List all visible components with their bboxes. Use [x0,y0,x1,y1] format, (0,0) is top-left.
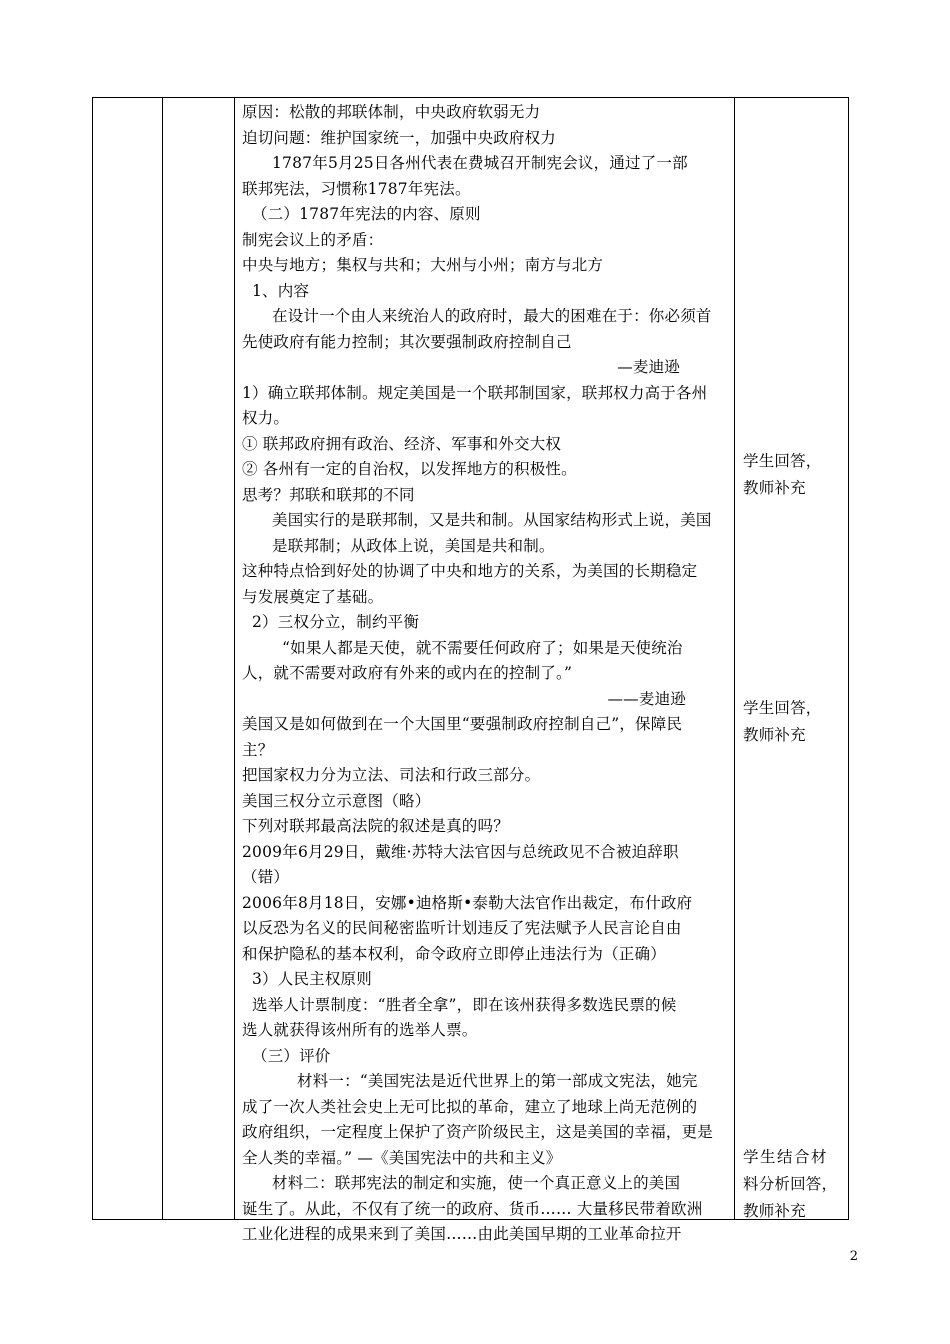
text-line: 2006年8月18日，安娜•迪格斯•泰勒大法官作出裁定，布什政府 [242,893,693,912]
text-line: 美国又是如何做到在一个大国里“要强制政府控制自己”，保障民 [242,715,683,733]
text-line: 以反恐为名义的民间秘密监听计划违反了宪法赋予人民言论自由 [242,919,682,937]
text-line: 中央与地方；集权与共和；大州与小州；南方与北方 [242,256,604,274]
subsection-heading: 2）三权分立，制约平衡 [252,613,420,631]
text-line: 美国实行的是联邦制，又是共和制。从国家结构形式上说，美国 [272,511,712,529]
quote-line: 先使政府有能力控制；其次要强制政府控制自己 [242,332,572,351]
quote-line: 政府组织，一定程度上保护了资产阶级民主，这是美国的幸福，更是 [242,1123,714,1141]
text-line: 1787年5月25日各州代表在费城召开制宪会议，通过了一部 [272,154,688,172]
note-line: 教师补充 [743,1202,806,1220]
text-line: 权力。 [242,409,290,427]
note-line: 学生回答， [743,699,822,717]
note-line: 教师补充 [743,726,806,744]
quote-line: “如果人都是天使，就不需要任何政府了；如果是天使统治 [282,638,683,657]
text-line: （错） [242,868,290,886]
quote-line: 工业化进程的成果来到了美国……由此美国早期的工业革命拉开 [242,1225,682,1243]
text-line: 把国家权力分为立法、司法和行政三部分。 [242,766,541,784]
text-line: 选人就获得该州所有的选举人票。 [242,1021,478,1039]
quote-attribution: ——麦迪逊 [607,689,686,708]
column-divider-2 [234,98,235,1219]
quote-line: 材料二：联邦宪法的制定和实施，使一个真正意义上的美国 [272,1174,681,1192]
text-line: 1）确立联邦体制。规定美国是一个联邦制国家，联邦权力高于各州 [242,383,708,402]
section-heading: （三）评价 [252,1046,331,1065]
teacher-note-3 [743,1144,843,1225]
subsection-heading: 1、内容 [252,281,310,300]
subsection-heading: 3）人民主权原则 [252,970,372,988]
text-line: ① 联邦政府拥有政治、经济、军事和外交大权 [242,434,562,453]
text-line: 思考？邦联和联邦的不同 [242,485,415,504]
column-divider-1 [162,98,163,1219]
text-line: 制宪会议上的矛盾： [242,230,384,249]
quote-line: 成了一次人类社会史上无可比拟的革命，建立了地球上尚无范例的 [242,1097,698,1116]
note-line: 学生结合材 [743,1148,829,1166]
text-line: 2009年6月29日，戴维·苏特大法官因与总统政见不合被迫辞职 [242,842,679,861]
quote-line: 在设计一个由人来统治人的政府时，最大的困难在于：你必须首 [272,307,712,325]
text-line: 迫切问题：维护国家统一，加强中央政府权力 [242,128,557,147]
text-line: 下列对联邦最高法院的叙述是真的吗？ [242,817,509,835]
text-line: 主？ [242,740,274,759]
text-line: 和保护隐私的基本权利，命令政府立即停止违法行为（正确） [242,944,666,963]
text-line: 联邦宪法，习惯称1787年宪法。 [242,179,471,198]
quote-attribution: —麦迪逊 [617,358,680,376]
lesson-content-column [242,98,736,1248]
lesson-table [92,97,849,1243]
quote-line: 诞生了。从此，不仅有了统一的政府、货币…… 大量移民带着欧洲 [242,1199,703,1218]
page-number: 2 [849,1249,858,1264]
text-line: 选举人计票制度：“胜者全拿”，即在该州获得多数选民票的候 [252,995,677,1014]
text-line: ② 各州有一定的自治权，以发挥地方的积极性。 [242,460,577,478]
quote-line: 材料一：“美国宪法是近代世界上的第一部成文宪法，她完 [297,1072,698,1090]
text-line: 与发展奠定了基础。 [242,587,384,606]
quote-line: 人，就不需要对政府有外来的或内在的控制了。” [242,664,573,682]
note-line: 料分析回答， [743,1175,838,1193]
text-line: 这种特点恰到好处的协调了中央和地方的关系，为美国的长期稳定 [242,562,698,580]
teacher-note-1 [743,448,843,502]
note-line: 教师补充 [743,479,806,497]
text-line: 是联邦制；从政体上说，美国是共和制。 [272,536,555,555]
note-line: 学生回答， [743,452,822,470]
text-line: 原因：松散的邦联体制，中央政府软弱无力 [242,103,541,121]
section-heading: （二）1787年宪法的内容、原则 [252,205,481,223]
quote-line: 全人类的幸福。” —《美国宪法中的共和主义》 [242,1148,562,1167]
text-line: 美国三权分立示意图（略） [242,791,431,810]
teacher-note-2 [743,695,843,749]
